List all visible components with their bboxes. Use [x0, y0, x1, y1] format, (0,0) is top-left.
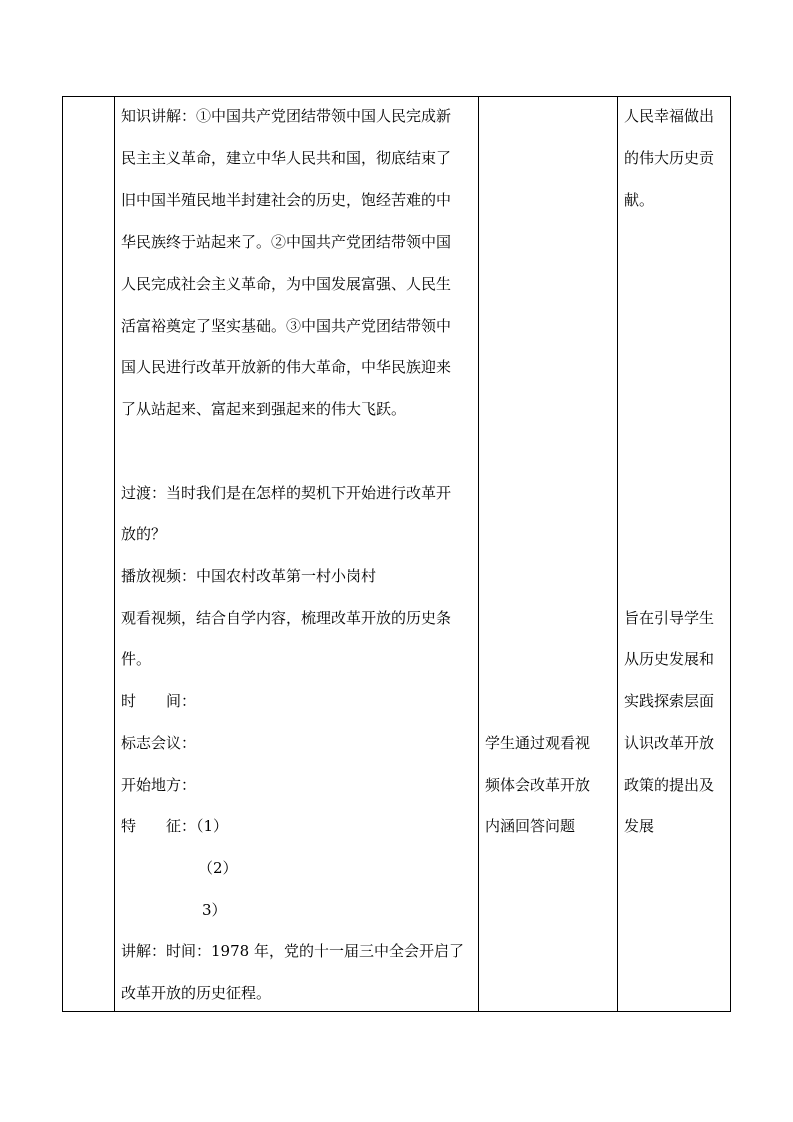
explanation-time-line: 讲解：时间：1978 年，党的十一届三中全会开启了: [121, 942, 464, 960]
feature-label: 特 征：（1）: [121, 817, 229, 835]
design-intent-line: 旨在引导学生: [624, 609, 715, 627]
feature-item-2: （2）: [198, 859, 238, 877]
time-label: 时 间：: [121, 692, 197, 710]
table-border-left: [62, 96, 63, 1012]
transition-line: 放的？: [121, 525, 167, 543]
design-intent-line: 人民幸福做出: [624, 107, 715, 125]
table-border-right: [730, 96, 731, 1012]
knowledge-explanation-line: 人民完成社会主义革命，为中国发展富强、人民生: [121, 275, 452, 293]
knowledge-explanation-line: 知识讲解：①中国共产党团结带领中国人民完成新: [121, 107, 452, 125]
place-label: 开始地方：: [121, 776, 197, 794]
explanation-time-line: 改革开放的历史征程。: [121, 984, 272, 1002]
feature-item-3: 3）: [202, 901, 227, 919]
knowledge-explanation-line: 旧中国半殖民地半封建社会的历史，饱经苦难的中: [121, 191, 452, 209]
design-intent-line: 的伟大历史贡: [624, 149, 715, 167]
meeting-label: 标志会议：: [121, 734, 197, 752]
column-divider-2: [478, 96, 479, 1012]
design-intent-line: 献。: [624, 191, 655, 209]
knowledge-explanation-line: 活富裕奠定了坚实基础。③中国共产党团结带领中: [121, 317, 452, 335]
knowledge-explanation-line: 民主主义革命，建立中华人民共和国，彻底结束了: [121, 149, 452, 167]
student-activity-line: 学生通过观看视: [485, 734, 591, 752]
column-divider-1: [114, 96, 115, 1012]
design-intent-line: 政策的提出及: [624, 776, 715, 794]
column-divider-3: [617, 96, 618, 1012]
transition-line: 过渡：当时我们是在怎样的契机下开始进行改革开: [121, 484, 452, 502]
knowledge-explanation-line: 了从站起来、富起来到强起来的伟大飞跃。: [121, 400, 407, 418]
watch-video-line: 观看视频，结合自学内容，梳理改革开放的历史条: [121, 609, 452, 627]
design-intent-line: 认识改革开放: [624, 734, 715, 752]
design-intent-line: 从历史发展和: [624, 650, 715, 668]
watch-video-line: 件。: [121, 650, 152, 668]
play-video-line: 播放视频：中国农村改革第一村小岗村: [121, 567, 377, 585]
design-intent-line: 发展: [624, 817, 655, 835]
knowledge-explanation-line: 华民族终于站起来了。②中国共产党团结带领中国: [121, 233, 452, 251]
student-activity-line: 内涵回答问题: [485, 817, 576, 835]
design-intent-line: 实践探索层面: [624, 692, 715, 710]
student-activity-line: 频体会改革开放: [485, 776, 591, 794]
knowledge-explanation-line: 国人民进行改革开放新的伟大革命，中华民族迎来: [121, 358, 452, 376]
